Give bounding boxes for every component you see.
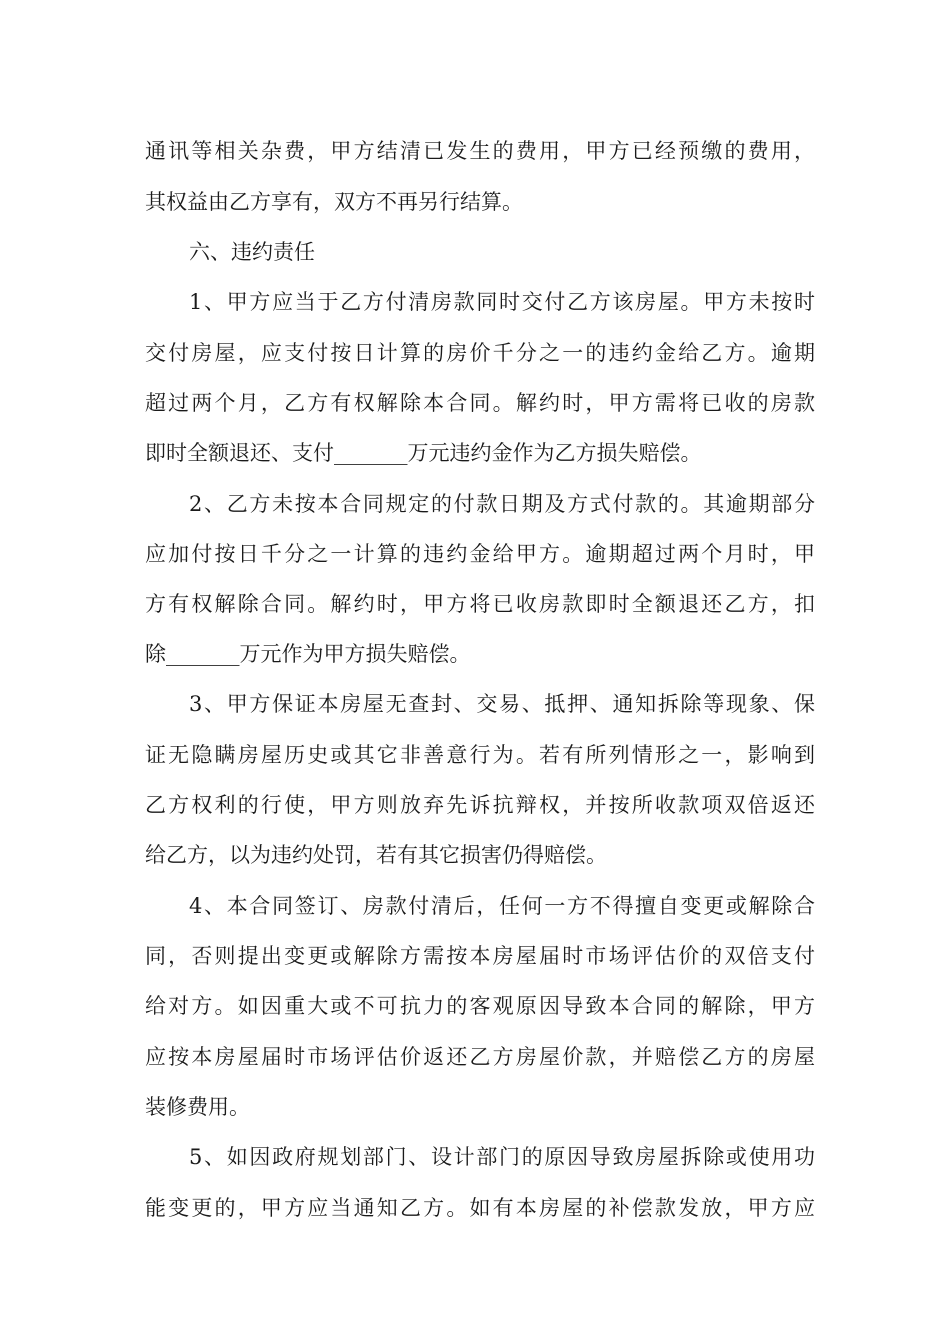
text-line: 通讯等相关杂费，甲方结清已发生的费用，甲方已经预缴的费用， <box>145 139 815 163</box>
text-line: 给乙方，以为违约处罚，若有其它损害仍得赔偿。 <box>145 843 607 867</box>
text-line: 即时全额退还、支付_______万元违约金作为乙方损失赔偿。 <box>145 441 702 465</box>
text-line: 除_______万元作为甲方损失赔偿。 <box>145 642 471 666</box>
text-line: 能变更的，甲方应当通知乙方。如有本房屋的补偿款发放，甲方应 <box>145 1196 815 1220</box>
text-line: 其权益由乙方享有，双方不再另行结算。 <box>145 190 523 214</box>
text-line: 5、如因政府规划部门、设计部门的原因导致房屋拆除或使用功 <box>189 1145 815 1169</box>
text-line: 应按本房屋届时市场评估价返还乙方房屋价款，并赔偿乙方的房屋 <box>145 1045 815 1069</box>
text-line: 3、甲方保证本房屋无查封、交易、抵押、通知拆除等现象、保 <box>189 692 815 716</box>
text-line: 给对方。如因重大或不可抗力的客观原因导致本合同的解除，甲方 <box>145 994 815 1018</box>
text-line: 交付房屋，应支付按日计算的房价千分之一的违约金给乙方。逾期 <box>145 341 815 365</box>
text-line: 2、乙方未按本合同规定的付款日期及方式付款的。其逾期部分 <box>189 492 815 516</box>
text-line: 乙方权利的行使，甲方则放弃先诉抗辩权，并按所收款项双倍返还 <box>145 793 815 817</box>
text-line: 1、甲方应当于乙方付清房款同时交付乙方该房屋。甲方未按时 <box>189 290 815 314</box>
text-line: 超过两个月，乙方有权解除本合同。解约时，甲方需将已收的房款 <box>145 391 815 415</box>
text-line: 装修费用。 <box>145 1095 250 1119</box>
text-line: 同，否则提出变更或解除方需按本房屋届时市场评估价的双倍支付 <box>145 944 815 968</box>
text-line: 4、本合同签订、房款付清后，任何一方不得擅自变更或解除合 <box>189 894 815 918</box>
text-line: 证无隐瞒房屋历史或其它非善意行为。若有所列情形之一，影响到 <box>145 743 815 767</box>
text-line: 应加付按日千分之一计算的违约金给甲方。逾期超过两个月时，甲 <box>145 542 815 566</box>
section-heading: 六、违约责任 <box>189 240 315 264</box>
text-line: 方有权解除合同。解约时，甲方将已收房款即时全额退还乙方，扣 <box>145 592 815 616</box>
